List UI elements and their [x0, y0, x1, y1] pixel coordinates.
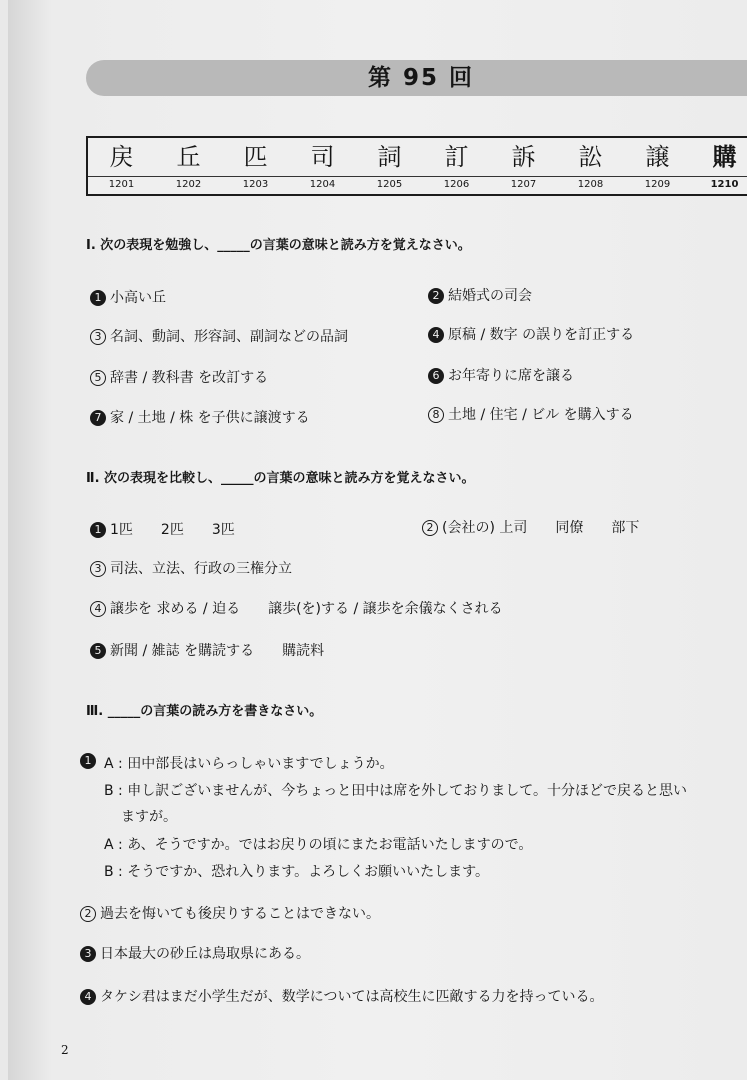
- item-text: 結婚式の司会: [448, 288, 532, 304]
- item-text: 日本最大の砂丘は鳥取県にある。: [100, 946, 310, 962]
- dialog-line: A : あ、そうですか。ではお戻りの頃にまたお電話いたしますので。: [104, 837, 533, 853]
- list-item: [90, 407, 310, 427]
- item-text: 新聞 / 雑誌 を購読する 購読料: [110, 643, 325, 659]
- filled-number-icon: 3: [80, 946, 96, 962]
- kanji-cell: 訂: [444, 143, 469, 171]
- kanji-cell: 譲: [645, 143, 670, 171]
- list-item: [80, 903, 380, 923]
- kanji-row: [88, 138, 747, 177]
- circled-number-icon: 2: [80, 906, 96, 922]
- filled-number-icon: 4: [80, 989, 96, 1005]
- circled-number-icon: 3: [90, 561, 106, 577]
- dialog-line: B : 申し訳ございませんが、今ちょっと田中は席を外しておりまして。十分ほどで戻ると思い: [104, 783, 687, 799]
- kanji-number: 1201: [108, 179, 135, 190]
- circled-number-icon: 3: [90, 329, 106, 345]
- kanji-cell: 丘: [176, 143, 201, 171]
- circled-number-icon: 4: [90, 601, 106, 617]
- filled-number-icon: 6: [428, 368, 444, 384]
- dialog-line: A : 田中部長はいらっしゃいますでしょうか。: [104, 756, 394, 772]
- list-item: [90, 558, 292, 578]
- item-text: タケシ君はまだ小学生だが、数学については高校生に匹敵する力を持っている。: [100, 989, 604, 1005]
- item-text: 辞書 / 教科書 を改訂する: [110, 370, 269, 386]
- filled-number-icon: 5: [90, 643, 106, 659]
- kanji-cell: 戻: [109, 143, 134, 171]
- item-text: 原稿 / 数字 の誤りを訂正する: [448, 327, 635, 343]
- item-text: 家 / 土地 / 株 を子供に譲渡する: [110, 410, 310, 426]
- item-text: 譲歩を 求める / 迫る 譲歩(を)する / 譲歩を余儀なくされる: [110, 601, 503, 617]
- kanji-cell: 購: [712, 143, 737, 171]
- page-number: 2: [61, 1043, 69, 1057]
- item-text: 過去を悔いても後戻りすることはできない。: [100, 906, 380, 922]
- list-item: [422, 517, 639, 537]
- kanji-number: 1209: [644, 179, 671, 190]
- list-item: [90, 640, 324, 660]
- list-item: [428, 324, 634, 344]
- circled-number-icon: 2: [422, 520, 438, 536]
- item-text: 1匹 2匹 3匹: [110, 522, 235, 538]
- section3-heading: Ⅲ. _____の言葉の読み方を書きなさい。: [86, 704, 323, 719]
- item-text: (会社の) 上司 同僚 部下: [442, 520, 640, 536]
- kanji-number: 1206: [443, 179, 470, 190]
- circled-number-icon: 5: [90, 370, 106, 386]
- item-text: 名詞、動詞、形容詞、副詞などの品詞: [110, 329, 348, 345]
- section2-heading: Ⅱ. 次の表現を比較し、_____の言葉の意味と読み方を覚えなさい。: [86, 471, 475, 486]
- filled-number-icon: 4: [428, 327, 444, 343]
- kanji-number: 1203: [242, 179, 269, 190]
- item-text: お年寄りに席を譲る: [448, 368, 574, 384]
- kanji-number: 1210: [710, 179, 739, 190]
- filled-number-icon: 2: [428, 288, 444, 304]
- filled-number-icon: 1: [80, 753, 96, 769]
- kanji-number: 1204: [309, 179, 336, 190]
- dialog-marker: [80, 753, 100, 769]
- kanji-table: [86, 136, 747, 196]
- item-text: 土地 / 住宅 / ビル を購入する: [448, 407, 634, 423]
- list-item: [90, 598, 503, 618]
- list-item: [80, 986, 603, 1006]
- lesson-title: 第 95 回: [367, 65, 475, 91]
- list-item: [428, 404, 634, 424]
- textbook-page: [8, 0, 747, 1080]
- item-text: 小高い丘: [110, 290, 166, 306]
- list-item: [428, 285, 532, 305]
- kanji-cell: 詞: [377, 143, 402, 171]
- kanji-cell: 訟: [578, 143, 603, 171]
- filled-number-icon: 7: [90, 410, 106, 426]
- section1-heading: Ⅰ. 次の表現を勉強し、_____の言葉の意味と読み方を覚えなさい。: [86, 238, 471, 253]
- circled-number-icon: 8: [428, 407, 444, 423]
- lesson-banner: [86, 60, 747, 96]
- dialog-line: ますが。: [121, 809, 177, 825]
- kanji-cell: 訴: [511, 143, 536, 171]
- filled-number-icon: 1: [90, 522, 106, 538]
- list-item: [428, 365, 574, 385]
- kanji-number: 1202: [175, 179, 202, 190]
- kanji-number-row: [88, 176, 747, 194]
- kanji-number: 1208: [577, 179, 604, 190]
- list-item: [80, 943, 310, 963]
- list-item: [90, 367, 268, 387]
- filled-number-icon: 1: [90, 290, 106, 306]
- kanji-number: 1207: [510, 179, 537, 190]
- list-item: [90, 326, 348, 346]
- item-text: 司法、立法、行政の三権分立: [110, 561, 292, 577]
- dialog-line: B : そうですか、恐れ入ります。よろしくお願いいたします。: [104, 864, 489, 880]
- kanji-cell: 匹: [243, 143, 268, 171]
- list-item: [90, 519, 235, 539]
- kanji-number: 1205: [376, 179, 403, 190]
- list-item: [90, 287, 166, 307]
- kanji-cell: 司: [310, 143, 335, 171]
